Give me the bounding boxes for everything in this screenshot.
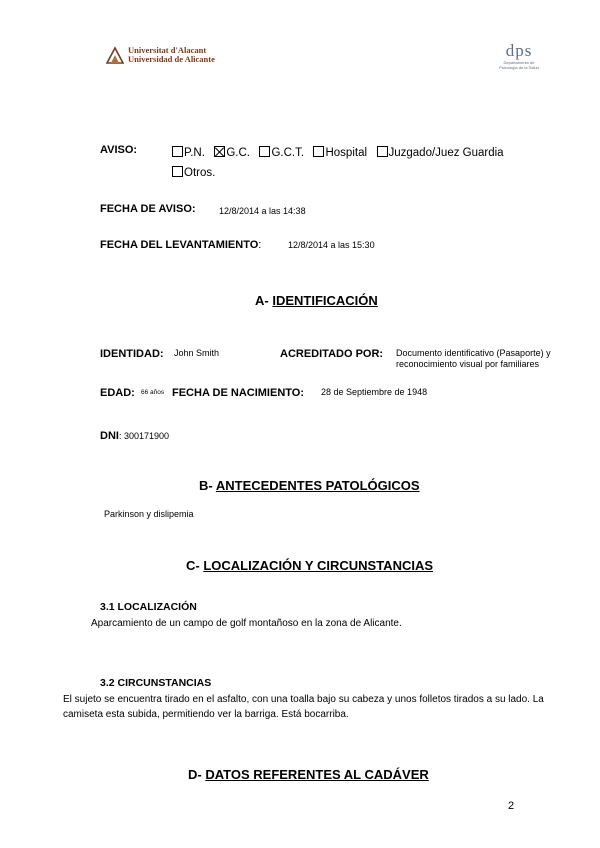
circunstancias-heading: 3.2 CIRCUNSTANCIAS	[100, 677, 212, 689]
fecha-levantamiento-value: 12/8/2014 a las 15:30	[288, 240, 375, 250]
option-pn-label: P.N.	[184, 147, 205, 159]
circunstancias-line1: El sujeto se encuentra tirado en el asfalto, con una toalla bajo su cabeza y unos folletos tirados a su lado. La	[63, 694, 544, 705]
fecha-aviso-value: 12/8/2014 a las 14:38	[219, 206, 306, 216]
option-juzgado-label: Juzgado/Juez Guardia	[388, 147, 504, 159]
dps-sub-line2: Psicología de la Salud	[499, 65, 539, 70]
option-hospital-label: Hospital	[325, 147, 368, 159]
antecedentes-text: Parkinson y dislipemia	[104, 509, 194, 519]
option-gct-label: G.C.T.	[271, 147, 305, 159]
checkbox-juzgado[interactable]	[377, 146, 388, 157]
dni-label: DNI	[100, 430, 119, 442]
localizacion-text: Aparcamiento de un campo de golf montañoso en la zona de Alicante.	[91, 618, 402, 629]
identidad-value: John Smith	[174, 348, 220, 358]
university-emblem-icon	[106, 46, 124, 64]
checkbox-otros[interactable]	[172, 166, 183, 177]
aviso-options-row1	[172, 143, 509, 161]
acreditado-value	[396, 348, 551, 370]
edad-label: EDAD:	[100, 387, 135, 399]
edad-value: 66 años	[141, 389, 165, 396]
section-b-heading: B- ANTECEDENTES PATOLÓGICOS	[199, 478, 420, 493]
checkbox-gct[interactable]	[259, 146, 270, 157]
section-d-heading: D- DATOS REFERENTES AL CADÁVER	[188, 767, 429, 782]
option-otros-label: Otros.	[184, 167, 216, 179]
university-name-line1: Universitat d'Alacant	[128, 45, 207, 55]
checkbox-gc[interactable]	[214, 146, 225, 157]
localizacion-heading: 3.1 LOCALIZACIÓN	[100, 601, 197, 613]
acreditado-label: ACREDITADO POR:	[280, 348, 384, 360]
checkbox-pn[interactable]	[172, 146, 183, 157]
section-c-heading: C- LOCALIZACIÓN Y CIRCUNSTANCIAS	[186, 558, 434, 573]
circunstancias-line2: camiseta esta subida, permitiendo ver la barriga. Está bocarriba.	[63, 709, 349, 720]
dps-sub-line1: Departamento de	[503, 60, 535, 65]
circunstancias-text	[63, 692, 544, 722]
option-gc-label: G.C.	[226, 147, 250, 159]
dni-value: 300171900	[123, 431, 170, 441]
dps-logo-text: dps	[505, 41, 533, 60]
fecha-levantamiento-label: FECHA DEL LEVANTAMIENTO:	[100, 239, 262, 251]
dni-row: DNI: 300171900	[100, 430, 170, 442]
aviso-options-row2	[172, 163, 220, 181]
department-logo	[494, 42, 544, 70]
university-logo	[106, 46, 215, 64]
fecha-aviso-label: FECHA DE AVISO:	[100, 203, 196, 215]
acreditado-value-line1: Documento identificativo (Pasaporte) y	[396, 348, 551, 358]
fecha-nacimiento-value: 28 de Septiembre de 1948	[321, 387, 428, 397]
checkbox-hospital[interactable]	[313, 146, 324, 157]
fecha-nacimiento-label: FECHA DE NACIMIENTO:	[172, 387, 304, 399]
section-a-heading: A- IDENTIFICACIÓN	[255, 293, 378, 308]
identidad-label: IDENTIDAD:	[100, 348, 164, 360]
aviso-label: AVISO:	[100, 144, 138, 156]
page-number: 2	[508, 800, 515, 812]
university-name-line2: Universidad de Alicante	[128, 54, 215, 64]
acreditado-value-line2: reconocimiento visual por familiares	[396, 359, 540, 369]
